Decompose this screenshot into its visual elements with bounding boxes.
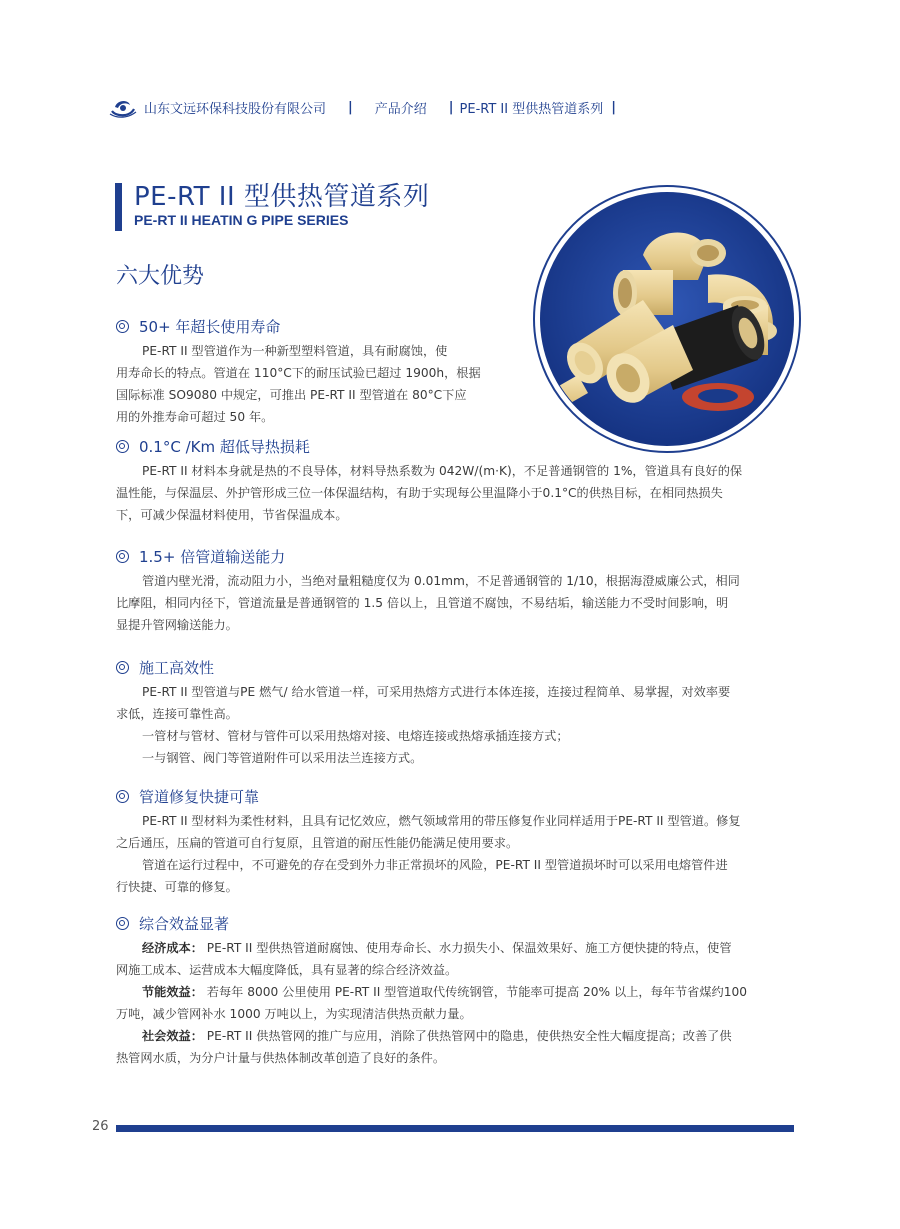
bullet-circle-icon — [116, 440, 129, 453]
header-separator: | — [348, 99, 353, 115]
body-line: 管道在运行过程中，不可避免的存在受到外力非正常损坏的风险，PE-RT II 型管道损坏时可以采用电熔管件进 — [142, 858, 728, 872]
title-accent-bar — [115, 183, 122, 231]
company-name: 山东文远环保科技股份有限公司 — [144, 101, 327, 117]
section-heading-lifespan — [116, 316, 280, 337]
benefit-label: 经济成本： — [142, 941, 203, 955]
body-line: 网施工成本、运营成本大幅度降低，具有显著的综合经济效益。 — [116, 963, 458, 977]
body-line: 显提升管网输送能力。 — [116, 618, 238, 632]
page-header — [108, 94, 638, 120]
section-body-construction — [116, 681, 806, 769]
header-separator: | — [448, 99, 454, 115]
body-line: 温性能，与保温层、外护管形成三位一体保温结构，有助于实现每公里温降小于0.1°C的供热目标，在相同热损失 — [116, 486, 723, 500]
section-heading-text: 1.5+ 倍管道输送能力 — [139, 548, 286, 566]
page-title-english: PE-RT II HEATIN G PIPE SERIES — [134, 212, 349, 228]
body-line: 万吨，减少管网补水 1000 万吨以上，为实现清洁供热贡献力量。 — [116, 1007, 472, 1021]
section-heading-text: 施工高效性 — [139, 659, 215, 677]
body-line: 求低，连接可靠性高。 — [116, 707, 238, 721]
body-line: PE-RT II 材料本身就是热的不良导体，材料导热系数为 042W/(m·K)，不足普通钢管的 1%，管道具有良好的保 — [142, 464, 743, 478]
body-line: 下，可减少保温材料使用，节省保温成本。 — [116, 508, 348, 522]
body-line: 之后通压，压扁的管道可自行复原，且管道的耐压性能仍能满足使用要求。 — [116, 836, 519, 850]
bullet-circle-icon — [116, 550, 129, 563]
footer-bar — [116, 1125, 794, 1132]
section-heading-benefits — [116, 913, 229, 934]
section-body-lifespan — [116, 340, 516, 428]
body-line: 比摩阻，相同内径下，管道流量是普通钢管的 1.5 倍以上，且管道不腐蚀，不易结垢，输送能力不受时间影响，明 — [116, 596, 729, 610]
body-line: 国际标准 SO9080 中规定，可推出 PE-RT II 型管道在 80°C下应 — [116, 388, 467, 402]
header-separator: | — [611, 99, 616, 115]
body-line: 用寿命长的特点。管道在 110°C下的耐压试验已超过 1900h，根据 — [116, 366, 481, 380]
bullet-circle-icon — [116, 790, 129, 803]
page-title: PE-RT II 型供热管道系列 — [134, 182, 430, 212]
company-logo-icon — [108, 95, 138, 119]
section-heading-capacity — [116, 546, 285, 567]
section-body-capacity — [116, 570, 806, 636]
bullet-circle-icon — [116, 917, 129, 930]
section-body-benefits — [116, 937, 806, 1069]
body-line: 一管材与管材、管材与管件可以采用热熔对接、电熔连接或热熔承插连接方式； — [142, 729, 569, 743]
section-heading-repair — [116, 786, 259, 807]
section-heading-heat-loss — [116, 436, 310, 457]
section-body-repair — [116, 810, 806, 898]
section-subtitle: 六大优势 — [116, 264, 205, 289]
bullet-circle-icon — [116, 320, 129, 333]
section-heading-text: 0.1°C /Km 超低导热损耗 — [139, 438, 310, 456]
benefit-label: 社会效益： — [142, 1029, 203, 1043]
section-heading-construction — [116, 657, 214, 678]
body-line: PE-RT II 型管道作为一种新型塑料管道，具有耐腐蚀，使 — [142, 344, 448, 358]
benefit-label: 节能效益： — [142, 985, 203, 999]
body-line: 用的外推寿命可超过 50 年。 — [116, 410, 274, 424]
section-heading-text: 50+ 年超长使用寿命 — [139, 318, 281, 336]
page-number: 26 — [92, 1119, 109, 1134]
section-heading-text: 管道修复快捷可靠 — [139, 788, 260, 806]
header-section: 产品介绍 — [374, 101, 427, 117]
benefit-text: 若每年 8000 公里使用 PE-RT II 型管道取代传统钢管，节能率可提高 20% 以上，每年节省煤约100 — [202, 985, 747, 999]
section-body-heat-loss — [116, 460, 806, 526]
section-heading-text: 综合效益显著 — [139, 915, 230, 933]
benefit-text: PE-RT II 供热管网的推广与应用，消除了供热管网中的隐患，使供热安全性大幅度提高；改善了供 — [202, 1029, 732, 1043]
body-line: 一与钢管、阀门等管道附件可以采用法兰连接方式。 — [142, 751, 423, 765]
body-line: 行快捷、可靠的修复。 — [116, 880, 238, 894]
body-line: 管道内壁光滑，流动阻力小，当绝对量粗糙度仅为 0.01mm，不足普通钢管的 1/10，根据海澄威廉公式，相同 — [142, 574, 740, 588]
benefit-social — [116, 1025, 806, 1047]
benefit-energy — [116, 981, 806, 1003]
benefit-text: PE-RT II 型供热管道耐腐蚀、使用寿命长、水力损失小、保温效果好、施工方便快捷的特点，使管 — [202, 941, 732, 955]
body-line: PE-RT II 型材料为柔性材料，且具有记忆效应，燃气领域常用的带压修复作业同样适用于PE-RT II 型管道。修复 — [142, 814, 741, 828]
bullet-circle-icon — [116, 661, 129, 674]
body-line: PE-RT II 型管道与PE 燃气/ 给水管道一样，可采用热熔方式进行本体连接，连接过程简单、易掌握，对效率要 — [142, 685, 731, 699]
pipe-product-image — [533, 185, 801, 453]
benefit-economic — [116, 937, 806, 959]
body-line: 热管网水质，为分户计量与供热体制改革创造了良好的条件。 — [116, 1051, 446, 1065]
header-series: PE-RT II 型供热管道系列 — [459, 101, 604, 117]
